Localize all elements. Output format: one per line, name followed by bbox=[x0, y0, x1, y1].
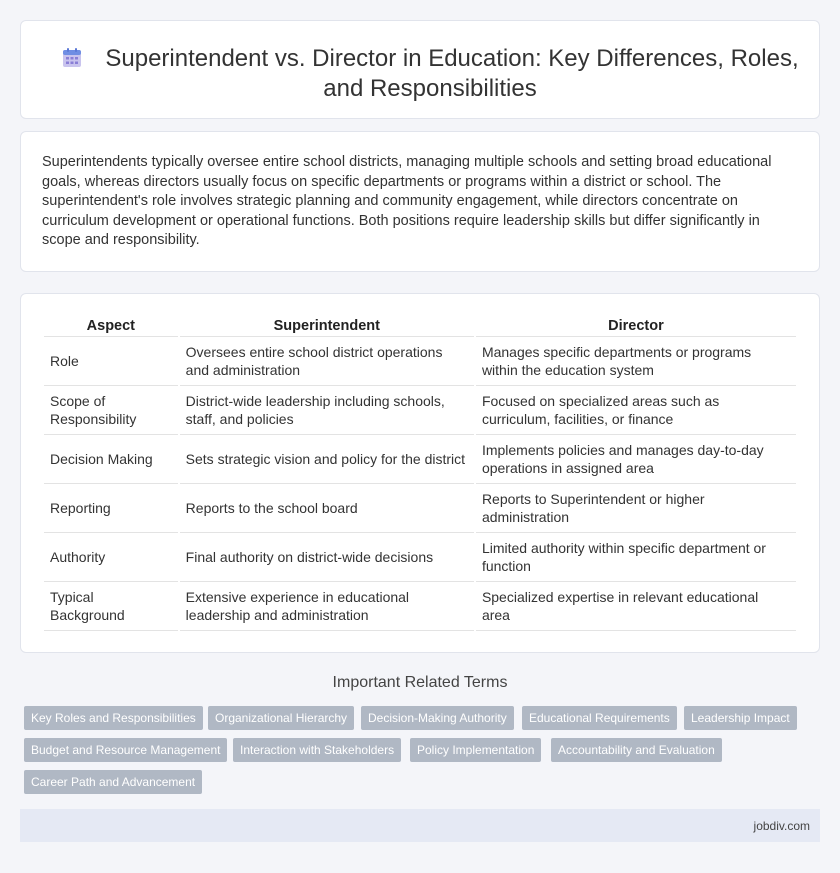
comparison-table-card bbox=[20, 293, 820, 653]
superintendent-cell: Sets strategic vision and policy for the district bbox=[180, 435, 474, 484]
aspect-cell: Role bbox=[44, 337, 178, 386]
page-title-wrap bbox=[61, 44, 799, 104]
director-cell: Reports to Superintendent or higher administration bbox=[476, 484, 796, 533]
tag-policy-implementation[interactable]: Policy Implementation bbox=[410, 738, 541, 762]
director-cell: Implements policies and manages day-to-day operations in assigned area bbox=[476, 435, 796, 484]
director-cell: Limited authority within specific department or function bbox=[476, 533, 796, 582]
tag-stakeholders[interactable]: Interaction with Stakeholders bbox=[233, 738, 401, 762]
table-row bbox=[44, 582, 796, 631]
footer-site-link[interactable]: jobdiv.com bbox=[753, 819, 810, 833]
tag-accountability[interactable]: Accountability and Evaluation bbox=[551, 738, 722, 762]
tag-decision-making-authority[interactable]: Decision-Making Authority bbox=[361, 706, 514, 730]
header-aspect: Aspect bbox=[44, 316, 178, 337]
intro-paragraph: Superintendents typically oversee entire school districts, managing multiple schools and setting broad educational goals, whereas directors usually focus on specific departments or programs within a district or school. The superintendent's role involves strategic planning and community engagement, while directors concentrate on curriculum development or operational functions. Both positions require leadership skills but differ significantly in scope and responsibility. bbox=[42, 154, 772, 249]
intro-card bbox=[20, 131, 820, 272]
footer bbox=[20, 809, 820, 842]
superintendent-cell: Final authority on district-wide decisions bbox=[180, 533, 474, 582]
director-cell: Specialized expertise in relevant educational area bbox=[476, 582, 796, 631]
superintendent-cell: Extensive experience in educational leadership and administration bbox=[180, 582, 474, 631]
director-cell: Manages specific departments or programs within the education system bbox=[476, 337, 796, 386]
table-row bbox=[44, 484, 796, 533]
tag-budget-resource[interactable]: Budget and Resource Management bbox=[24, 738, 227, 762]
tag-career-path[interactable]: Career Path and Advancement bbox=[24, 770, 202, 794]
page-title: Superintendent vs. Director in Education: Key Differences, Roles, and Responsibilities bbox=[105, 45, 799, 102]
tag-key-roles[interactable]: Key Roles and Responsibilities bbox=[24, 706, 203, 730]
table-row bbox=[44, 533, 796, 582]
comparison-table bbox=[42, 316, 798, 631]
header-director: Director bbox=[476, 316, 796, 337]
tag-leadership-impact[interactable]: Leadership Impact bbox=[684, 706, 797, 730]
table-row bbox=[44, 386, 796, 435]
superintendent-cell: District-wide leadership including schools, staff, and policies bbox=[180, 386, 474, 435]
tag-organizational-hierarchy[interactable]: Organizational Hierarchy bbox=[208, 706, 354, 730]
aspect-cell: Decision Making bbox=[44, 435, 178, 484]
header-card bbox=[20, 20, 820, 119]
aspect-cell: Scope of Responsibility bbox=[44, 386, 178, 435]
table-header-row bbox=[44, 316, 796, 337]
calendar-icon bbox=[61, 47, 83, 69]
tag-educational-requirements[interactable]: Educational Requirements bbox=[522, 706, 677, 730]
aspect-cell: Reporting bbox=[44, 484, 178, 533]
aspect-cell: Authority bbox=[44, 533, 178, 582]
table-row bbox=[44, 337, 796, 386]
header-superintendent: Superintendent bbox=[180, 316, 474, 337]
table-row bbox=[44, 435, 796, 484]
related-terms-title: Important Related Terms bbox=[332, 674, 508, 691]
aspect-cell: Typical Background bbox=[44, 582, 178, 631]
director-cell: Focused on specialized areas such as curriculum, facilities, or finance bbox=[476, 386, 796, 435]
superintendent-cell: Oversees entire school district operations and administration bbox=[180, 337, 474, 386]
superintendent-cell: Reports to the school board bbox=[180, 484, 474, 533]
